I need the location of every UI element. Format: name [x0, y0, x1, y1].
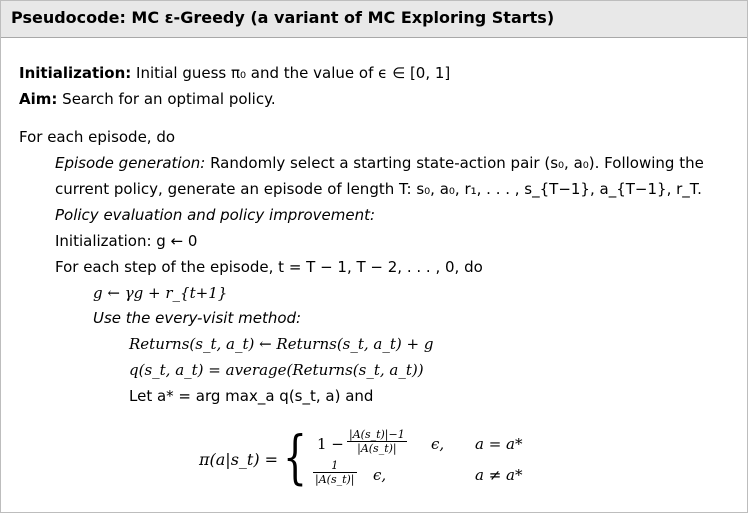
- case1-fraction: [347, 428, 407, 455]
- left-brace: {: [283, 423, 307, 491]
- case1-denominator: |A(s_t)|: [347, 441, 407, 455]
- policy-formula: [199, 423, 559, 496]
- initialization-label: Initialization:: [19, 64, 132, 82]
- initialization-line: [19, 63, 450, 83]
- initialization-text: Initial guess π₀ and the value of ϵ ∈ [0, 1]: [136, 64, 451, 82]
- episode-generation-line2: current policy, generate an episode of length T: s₀, a₀, r₁, . . . , s_{T−1}, a_{T−1}, r_T.: [55, 180, 702, 198]
- pseudocode-title: Pseudocode: MC ε-Greedy (a variant of MC Exploring Starts): [11, 8, 555, 27]
- returns-update: Returns(s_t, a_t) ← Returns(s_t, a_t) + g: [129, 335, 434, 353]
- aim-text: Search for an optimal policy.: [62, 90, 276, 108]
- for-each-step: For each step of the episode, t = T − 1, T − 2, . . . , 0, do: [55, 258, 483, 276]
- case2-fraction: [313, 459, 357, 486]
- policy-formula-lhs: π(a|s_t) =: [199, 450, 279, 469]
- case1-numerator: |A(s_t)|−1: [349, 428, 405, 441]
- g-update: g ← γg + r_{t+1}: [93, 284, 228, 302]
- aim-line: [19, 89, 276, 109]
- policy-eval-heading: Policy evaluation and policy improvement:: [55, 206, 376, 224]
- case1-condition: a = a*: [475, 435, 523, 453]
- episode-generation-text: Randomly select a starting state-action pair (s₀, a₀). Following the: [210, 154, 704, 172]
- aim-label: Aim:: [19, 90, 58, 108]
- case2-suffix: ϵ,: [373, 466, 387, 484]
- header-bar: [1, 1, 747, 38]
- episode-generation-line: [55, 153, 704, 173]
- case1-suffix: ϵ,: [431, 435, 445, 453]
- every-visit-method: Use the every-visit method:: [93, 309, 302, 327]
- case1-prefix: 1 −: [317, 435, 344, 453]
- let-a-star: Let a* = arg max_a q(s_t, a) and: [129, 387, 374, 405]
- episode-generation-label: Episode generation:: [55, 154, 206, 172]
- for-each-episode: For each episode, do: [19, 128, 176, 146]
- case2-numerator: 1: [331, 459, 339, 472]
- case2-denominator: |A(s_t)|: [315, 473, 355, 486]
- q-update: q(s_t, a_t) = average(Returns(s_t, a_t)): [129, 361, 424, 379]
- g-initialization: Initialization: g ← 0: [55, 232, 198, 250]
- case2-condition: a ≠ a*: [475, 466, 523, 484]
